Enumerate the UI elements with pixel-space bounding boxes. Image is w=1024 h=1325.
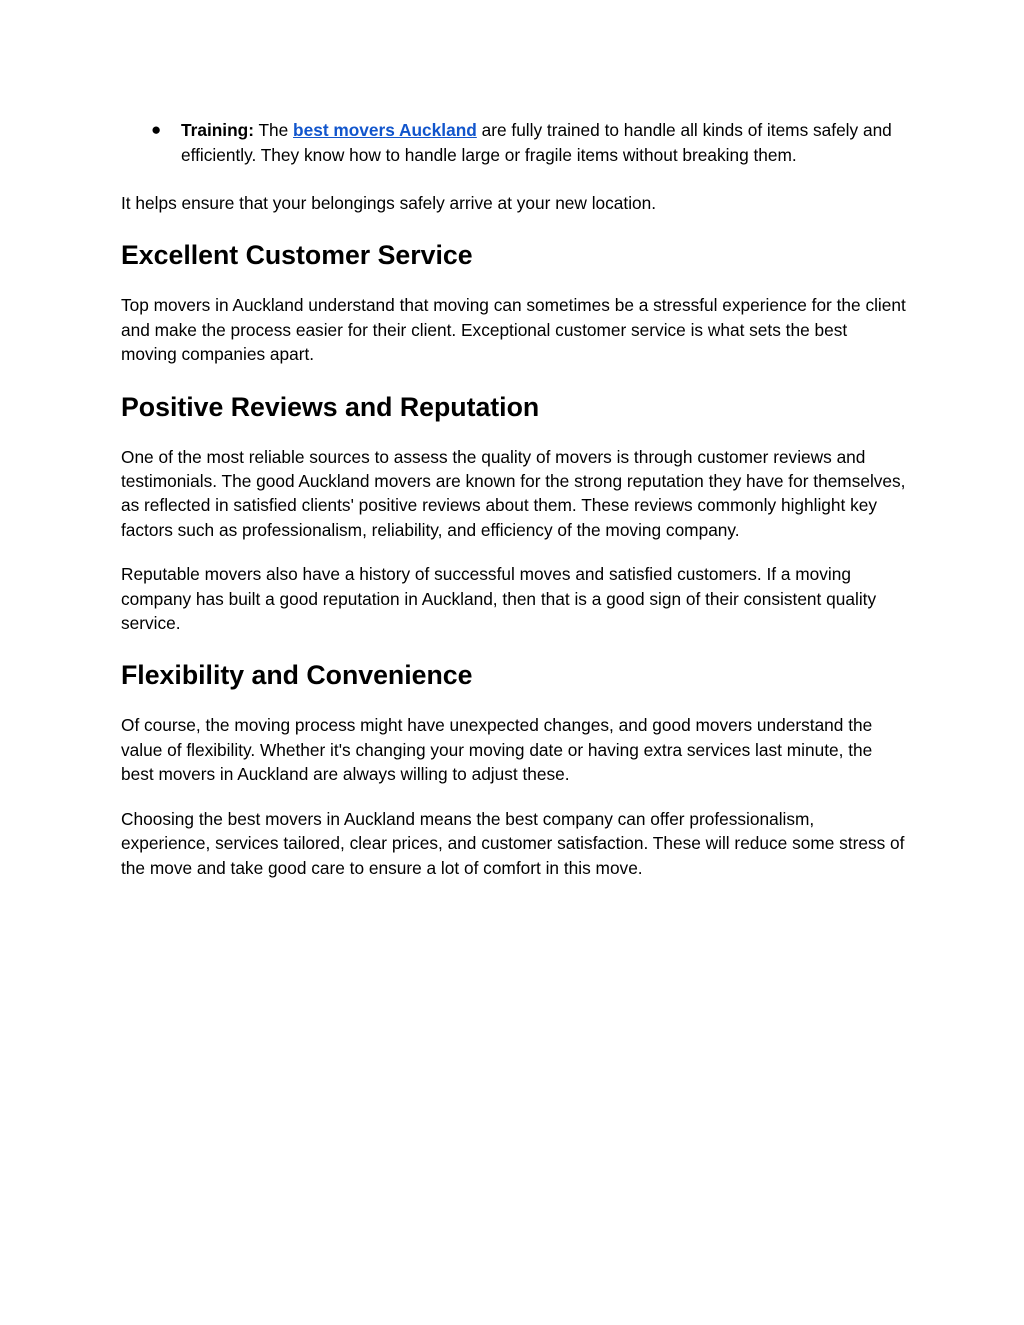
paragraph-reviews-2: Reputable movers also have a history of successful moves and satisfied customers. If a moving company has built a good reputation in Auckland, then that is a good sign of their consistent quality service. xyxy=(121,564,877,634)
bullet-item-training xyxy=(121,118,907,167)
bullet-text-after-link: are fully trained to handle all kinds of items safely and efficiently. They know how to handle large or fragile items without breaking them. xyxy=(181,120,892,165)
heading-flexibility: Flexibility and Convenience xyxy=(121,660,473,691)
paragraph-reviews-1: One of the most reliable sources to assess the quality of movers is through customer reviews and testimonials. The good Auckland movers are known for the strong reputation they have for themselves, as reflected in satisfied clients' positive reviews about them. These reviews commonly highlight key factors such as professionalism, reliability, and efficiency of the moving company. xyxy=(121,446,906,540)
paragraph-flexibility-1: Of course, the moving process might have unexpected changes, and good movers understand the value of flexibility. Whether it's changing your moving date or having extra services last minute, the best movers in Auckland are always willing to adjust these. xyxy=(121,715,873,785)
best-movers-auckland-link[interactable]: best movers Auckland xyxy=(293,120,477,140)
bullet-label: Training: xyxy=(181,120,254,140)
paragraph-flexibility-2: Choosing the best movers in Auckland means the best company can offer professionalism, experience, services tailored, clear prices, and customer satisfaction. These will reduce some stress of the move and take good care to ensure a lot of comfort in this move. xyxy=(121,808,905,878)
paragraph-customer-service: Top movers in Auckland understand that moving can sometimes be a stressful experience for the client and make the process easier for their client. Exceptional customer service is what sets the best moving companies apart. xyxy=(121,295,906,365)
intro-paragraph: It helps ensure that your belongings safely arrive at your new location. xyxy=(121,193,657,213)
heading-excellent-customer-service: Excellent Customer Service xyxy=(121,240,473,271)
bullet-text-before-link: The xyxy=(253,120,294,140)
bullet-marker: ● xyxy=(151,120,162,139)
heading-positive-reviews: Positive Reviews and Reputation xyxy=(121,391,540,422)
document-page xyxy=(121,118,907,880)
